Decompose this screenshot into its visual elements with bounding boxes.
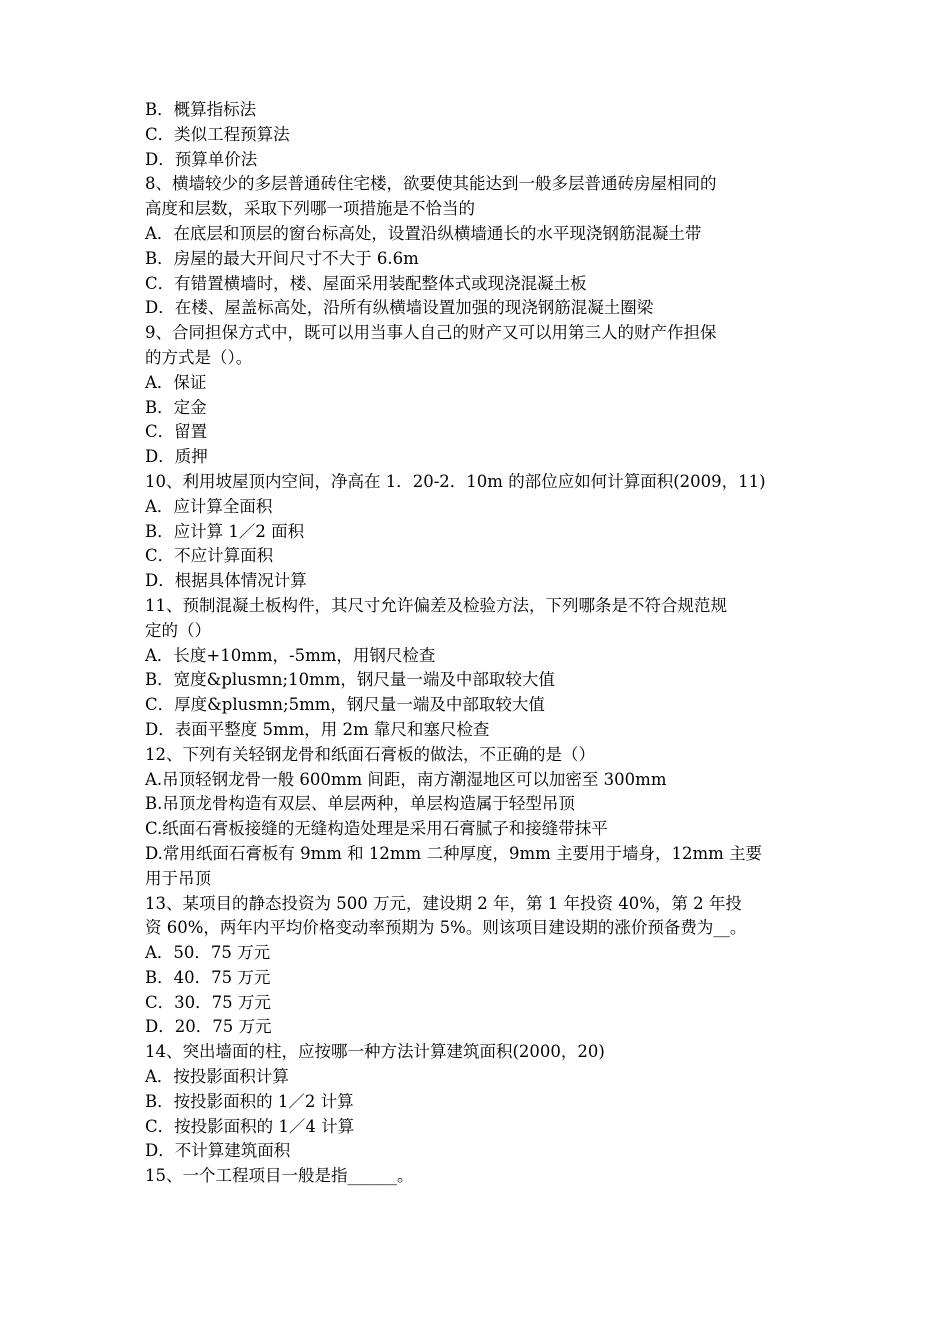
- text-line: 15、一个工程项目一般是指______。: [145, 1166, 414, 1186]
- text-line: 13、某项目的静态投资为 500 万元，建设期 2 年，第 1 年投资 40%，第 2 年投: [145, 893, 742, 913]
- text-line: C．30．75 万元: [145, 992, 271, 1012]
- text-line: B．概算指标法: [145, 100, 257, 119]
- text-line: 的方式是（）。: [145, 347, 253, 367]
- text-line: D．预算单价法: [145, 149, 258, 169]
- text-line: A．按投影面积计算: [145, 1067, 289, 1087]
- text-line: 11、预制混凝土板构件，其尺寸允许偏差及检验方法，下列哪条是不符合规范规: [145, 595, 727, 615]
- text-line: D．20．75 万元: [145, 1017, 272, 1037]
- text-line: C．按投影面积的 1／4 计算: [145, 1116, 355, 1136]
- text-line: A．50．75 万元: [145, 943, 271, 963]
- text-line: D．不计算建筑面积: [145, 1141, 291, 1161]
- text-line: C．类似工程预算法: [145, 124, 290, 144]
- text-line: A.吊顶轻钢龙骨一般 600mm 间距，南方潮湿地区可以加密至 300mm: [145, 769, 667, 789]
- text-line: D.常用纸面石膏板有 9mm 和 12mm 二种厚度，9mm 主要用于墙身，12mm 主要: [145, 843, 763, 863]
- text-line: B．宽度&plusmn;10mm，钢尺量一端及中部取较大值: [145, 670, 555, 690]
- text-line: 8、横墙较少的多层普通砖住宅楼，欲要使其能达到一般多层普通砖房屋相同的: [145, 174, 717, 194]
- text-line: 定的（）: [145, 620, 211, 640]
- text-line: 资 60%，两年内平均价格变动率预期为 5%。则该项目建设期的涨价预备费为__。: [145, 918, 747, 938]
- text-line: C.纸面石膏板接缝的无缝构造处理是采用石膏腻子和接缝带抹平: [145, 819, 608, 839]
- text-line: B．定金: [145, 397, 207, 417]
- text-line: 14、突出墙面的柱，应按哪一种方法计算建筑面积(2000，20): [145, 1042, 605, 1062]
- text-line: D．质押: [145, 447, 208, 467]
- text-line: A．在底层和顶层的窗台标高处，设置沿纵横墙通长的水平现浇钢筋混凝土带: [145, 223, 702, 243]
- text-line: C．厚度&plusmn;5mm，钢尺量一端及中部取较大值: [145, 695, 545, 715]
- text-line: 用于吊顶: [145, 868, 211, 888]
- text-line: 9、合同担保方式中，既可以用当事人自己的财产又可以用第三人的财产作担保: [145, 323, 717, 343]
- text-line: D．表面平整度 5mm，用 2m 靠尺和塞尺检查: [145, 719, 490, 739]
- text-line: B．按投影面积的 1／2 计算: [145, 1091, 354, 1111]
- document-page: [145, 98, 810, 1189]
- text-line: A．保证: [145, 372, 207, 392]
- text-line: D．根据具体情况计算: [145, 571, 307, 591]
- text-line: A．长度+10mm，-5mm，用钢尺检查: [145, 645, 436, 665]
- text-line: B．房屋的最大开间尺寸不大于 6.6m: [145, 248, 419, 268]
- text-line: C．留置: [145, 422, 208, 442]
- text-line: 12、下列有关轻钢龙骨和纸面石膏板的做法，不正确的是（）: [145, 744, 595, 764]
- text-line: B.吊顶龙骨构造有双层、单层两种，单层构造属于轻型吊顶: [145, 794, 575, 814]
- text-line: D．在楼、屋盖标高处，沿所有纵横墙设置加强的现浇钢筋混凝土圈梁: [145, 298, 654, 318]
- text-line: 高度和层数，采取下列哪一项措施是不恰当的: [145, 199, 475, 219]
- text-line: 10、利用坡屋顶内空间，净高在 1．20-2．10m 的部位应如何计算面积(2009，11): [145, 471, 766, 491]
- text-line: A．应计算全面积: [145, 496, 273, 516]
- text-line: C．不应计算面积: [145, 546, 274, 566]
- text-line: C．有错置横墙时，楼、屋面采用装配整体式或现浇混凝土板: [145, 273, 587, 293]
- text-line: B．40．75 万元: [145, 967, 271, 987]
- text-line: B．应计算 1／2 面积: [145, 521, 305, 541]
